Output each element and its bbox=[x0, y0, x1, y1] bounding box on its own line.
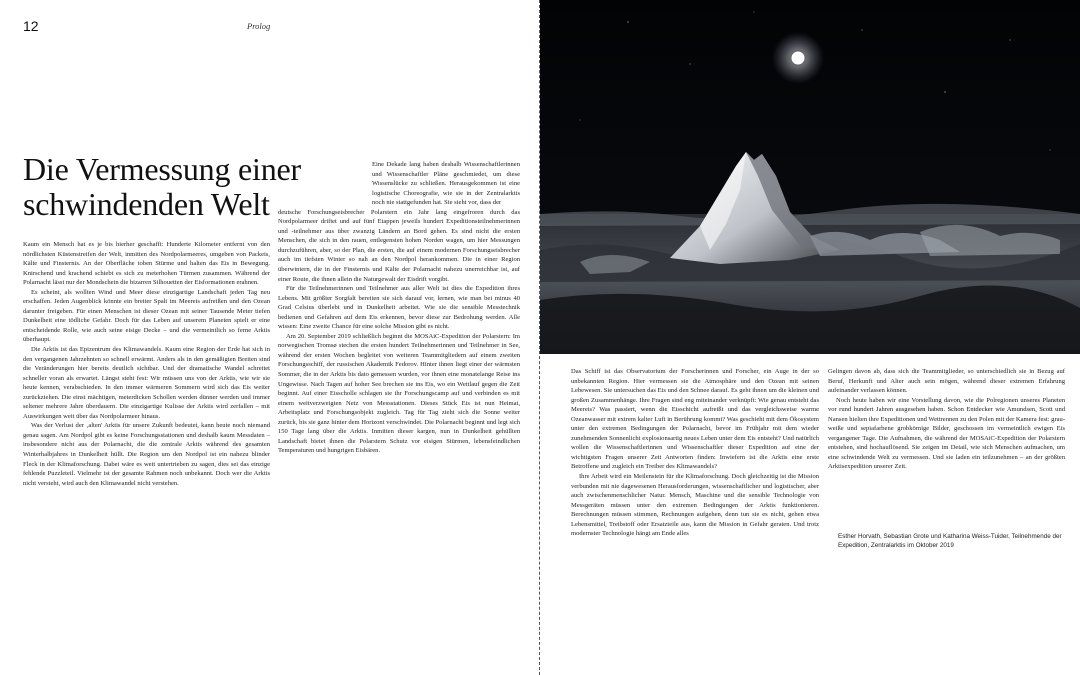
paragraph: Die Arktis ist das Epizentrum des Klimawandels. Kaum eine Region der Erde hat sich in den vergangenen Jahrzehnten so schnell erwärmt. Anders als in den gemäßigten Breiten sind die Veränderungen hier bereits deutlich sichtbar. Und der dramatische Wandel schreitet schneller voran als erwartet. Längst steht fest: Wir müssen uns von der Arktis, wie wir sie heute kennen, verabschieden. In den immer wärmeren Sommern wird sich das Eis weiter zurückziehen. Die einst mächtigen, meterdicken Schollen werden dünner werden und immer seltener mehrere Jahre überdauern. Die einzigartige Kulisse der Arktis wird zerfallen – mit Auswirkungen weit über das Nordpolarmeer hinaus. bbox=[23, 346, 270, 420]
paragraph: Was der Verlust der ‚alten' Arktis für unsere Zukunft bedeutet, kann heute noch niemand genau sagen. Am Nordpol gibt es keine Forschungsstationen und deshalb kaum Messdaten – insbesondere nicht aus der Polarnacht, die die zentrale Arktis während des gesamten Winterhalbjahres in Dunkelheit hüllt. Die Region um den Nordpol ist ein nahezu blinder Fleck in der Klimaforschung. Dabei wäre es weit untertrieben zu sagen, dies sei das einzige fehlende Puzzleteil. Vielmehr ist der gesamte Rahmen noch unbekannt. Doch wer die Arktis nicht versteht, wird auch den Klimawandel nicht verstehen. bbox=[23, 422, 270, 487]
page-number: 12 bbox=[23, 18, 39, 34]
arctic-night-photo bbox=[540, 0, 1080, 354]
paragraph: Noch heute haben wir eine Vorstellung davon, wie die Polregionen unseres Planeten vor rund hundert Jahren ausgesehen haben. Schon Entdecker wie Amundsen, Scott und Nansen hielten ihre Expeditionen und Wettrennen zu den Polen mit der Kamera fest: grau-weiße und sepiafarbene grobkörnige Bilder, geschossen im vermeintlich ewigen Eis vergangener Tage. Die Aufnahmen, die während der MOSAiC-Expedition der Polarstern entstehen, sind hochauflösend. Sie zeigen im Detail, wie sich Menschen aufmachen, um eine schwindende Welt zu vermessen. Und sie laden ein teilzunehmen – an der größten Arktisexpedition unserer Zeit. bbox=[828, 396, 1065, 471]
paragraph: Für die Teilnehmerinnen und Teilnehmer aus aller Welt ist dies die Expedition ihres Lebens. Mit größter Sorgfalt bereiten sie sich darauf vor, lernen, wie man bei minus 40 Grad Celsius überlebt und in Dunkelheit arbeitet. Wie sie die sensible Messtechnik bedienen und Gefahren auf dem Eis erkennen, bevor diese zur Bedrohung werden. Alle wissen: Eine zweite Chance für eine solche Mission gibt es nicht. bbox=[278, 285, 520, 331]
article-title: Die Vermessung einer schwindenden Welt bbox=[23, 151, 302, 222]
paragraph: Es scheint, als wollten Wind und Meer diese einzigartige Landschaft jeden Tag neu erschaffen. Jeden Augenblick könnte ein breiter Spalt im Meereis aufreißen und den Ozean darunter freigeben. Für einen Menschen ist dieser Ozean mit seiner Tausende Meter tiefen Dunkelheit eine tödliche Gefahr. Doch für das Leben auf unserem Planeten spielt er eine entscheidende Rolle, wie auch seine eisige Decke – und die vermeintlich so ferne Arktis überhaupt. bbox=[23, 288, 270, 344]
paragraph: Am 20. September 2019 schließlich beginnt die MOSAiC-Expedition der Polarstern: Im norwegischen Tromsø stechen die ersten hundert Teilnehmerinnen und Teilnehmer in See, während der ersten Wochen begleitet von weiteren Teammitgliedern auf einem zweiten Forschungsschiff, der russischen Akademik Fedorov. Hinter ihnen liegt einer der wärmsten Sommer, die in der Arktis bis dato gemessen wurden, vor ihnen eine monatelange Reise ins Ungewisse. Nach Tagen auf hoher See brechen sie ins Eis, wo ein Wettlauf gegen die Zeit beginnt. Auf einer Eisscholle schlagen sie ihr Forschungscamp auf und verbinden es mit einem weitverzweigten Netz von Messstationen. Dieses Stück Eis ist nun Heimat, Arbeitsplatz und Forschungsobjekt zugleich. Tag für Tag zieht sich die Sonne weiter zurück, bis sie ganz hinter dem Horizont verschwindet. Die Polarnacht beginnt und legt sich 150 Tage lang über die Arktis. Inmitten dieser kargen, nun in Dunkelheit gehüllten Landschaft bietet ihnen die Polarstern Schutz vor eisigen Stürmen, lebensfeindlichen Temperaturen und hungrigen Eisbären. bbox=[278, 332, 520, 455]
paragraph: Ihre Arbeit wird ein Meilenstein für die Klimaforschung. Doch gleichzeitig ist die Mission verbunden mit nie dagewesenen Herausforderungen, wissenschaftlicher und logistischer, aber auch zwischenmenschlicher Natur. Mensch, Maschine und die sensible Technologie von Messgeräten müssen unter den extremen Bedingungen der Arktis funktionieren. Berechnungen müssen stimmen, Rechnungen aufgehen, denn tun sie es nicht, gehen etwa Lebensmittel, Treibstoff oder Ersatzteile aus, kann die Mission in Gefahr geraten. Und trotz modernster Technologie hängt am Ende alles bbox=[571, 473, 819, 538]
running-head: Prolog bbox=[247, 21, 271, 31]
paragraph: Das Schiff ist das Observatorium der Forscherinnen und Forscher, ein Auge in der so unbekannten Region. Hier vermessen sie die Atmosphäre und den Ozean mit seinen Lebewesen. Sie untersuchen das Eis und den Schnee darauf. Es geht ihnen um die kleinen und großen Zusammenhänge. Ihre Fragen sind eng miteinander verknüpft: Wie genau entsteht das Meereis? Was passiert, wenn die Eisschicht aufreißt und das vergleichsweise warme Ozeanwasser mit extrem kalter Luft in Berührung kommt? Was geschieht mit dem Ökosystem unter den extremen Bedingungen der Polarnacht, bevor im Frühjahr mit dem wieder zunehmenden Sonnenlicht explosionsartig neues Leben unter dem Eis entsteht? Und natürlich wollen die Wissenschaftlerinnen und Wissenschaftler dieser Expedition auf eine der wichtigsten Fragen unserer Zeit Antworten finden: Inwiefern ist die Arktis eine erste Betroffene und zugleich ein Treiber des Klimawandels? bbox=[571, 368, 819, 471]
paragraph: deutsche Forschungseisbrecher Polarstern ein Jahr lang eingefroren durch das Nordpolarmeer driftet und auf fünf Etappen jeweils hundert Expeditionsteilnehmerinnen und -teilnehmer aus über zwanzig Ländern an Bord gehen. Es sind nicht die ersten Menschen, die sich in den rauen, entlegensten hohen Norden wagen, um hier Messungen durchzuführen, aber, so der Plan, die ersten, die auf einem modernen Forschungseisbrecher auch im tiefsten Winter so nah an den Nordpol herankommen. Die in einer Region überwintern, die in der Finsternis und Kälte der Polarnacht nahezu unerreichbar ist, auf einer Route, die ihnen allein die Naturgewalt der Eisdrift vorgibt. bbox=[278, 208, 520, 283]
text-column-1 bbox=[23, 240, 270, 488]
paragraph: Gelingen davon ab, dass sich die Teammitglieder, so unterschiedlich sie in Bezug auf Beruf, Herkunft und Alter auch sein mögen, während dieser extremen Erfahrung aufeinander verlassen können. bbox=[828, 368, 1065, 395]
text-column-4 bbox=[828, 367, 1065, 472]
paragraph: Kaum ein Mensch hat es je bis hierher geschafft: Hunderte Kilometer entfernt von den nördlichsten Küstenstreifen der Welt, inmitten des Nordpolarmeeres, umgeben von Packeis, Kälte und Finsternis. An der Oberfläche toben Stürme und halten das Eis in Bewegung. Knirschend und krachend schiebt es sich zu meterhohen Türmen zusammen. Während der Polarnacht lässt nur der Mondschein die bizarren Silhouetten der Eisformationen erahnen. bbox=[23, 241, 270, 287]
text-column-3 bbox=[571, 367, 819, 539]
author-signature: Esther Horvath, Sebastian Grote und Katharina Weiss-Tuider, Teilnehmende der Expedition, Zentralarktis im Oktober 2019 bbox=[838, 533, 1062, 549]
ice-ridge-illustration bbox=[540, 0, 1080, 354]
text-column-2 bbox=[278, 160, 520, 456]
lead-paragraph: Eine Dekade lang haben deshalb Wissenschaftlerinnen und Wissenschaftler Pläne geschmiedet, um diese Wissenslücke zu schließen. Herausgekommen ist eine logistische Choreografie, wie sie in der Zentralarktis noch nie stattgefunden hat. Sie sieht vor, dass der bbox=[372, 161, 520, 207]
